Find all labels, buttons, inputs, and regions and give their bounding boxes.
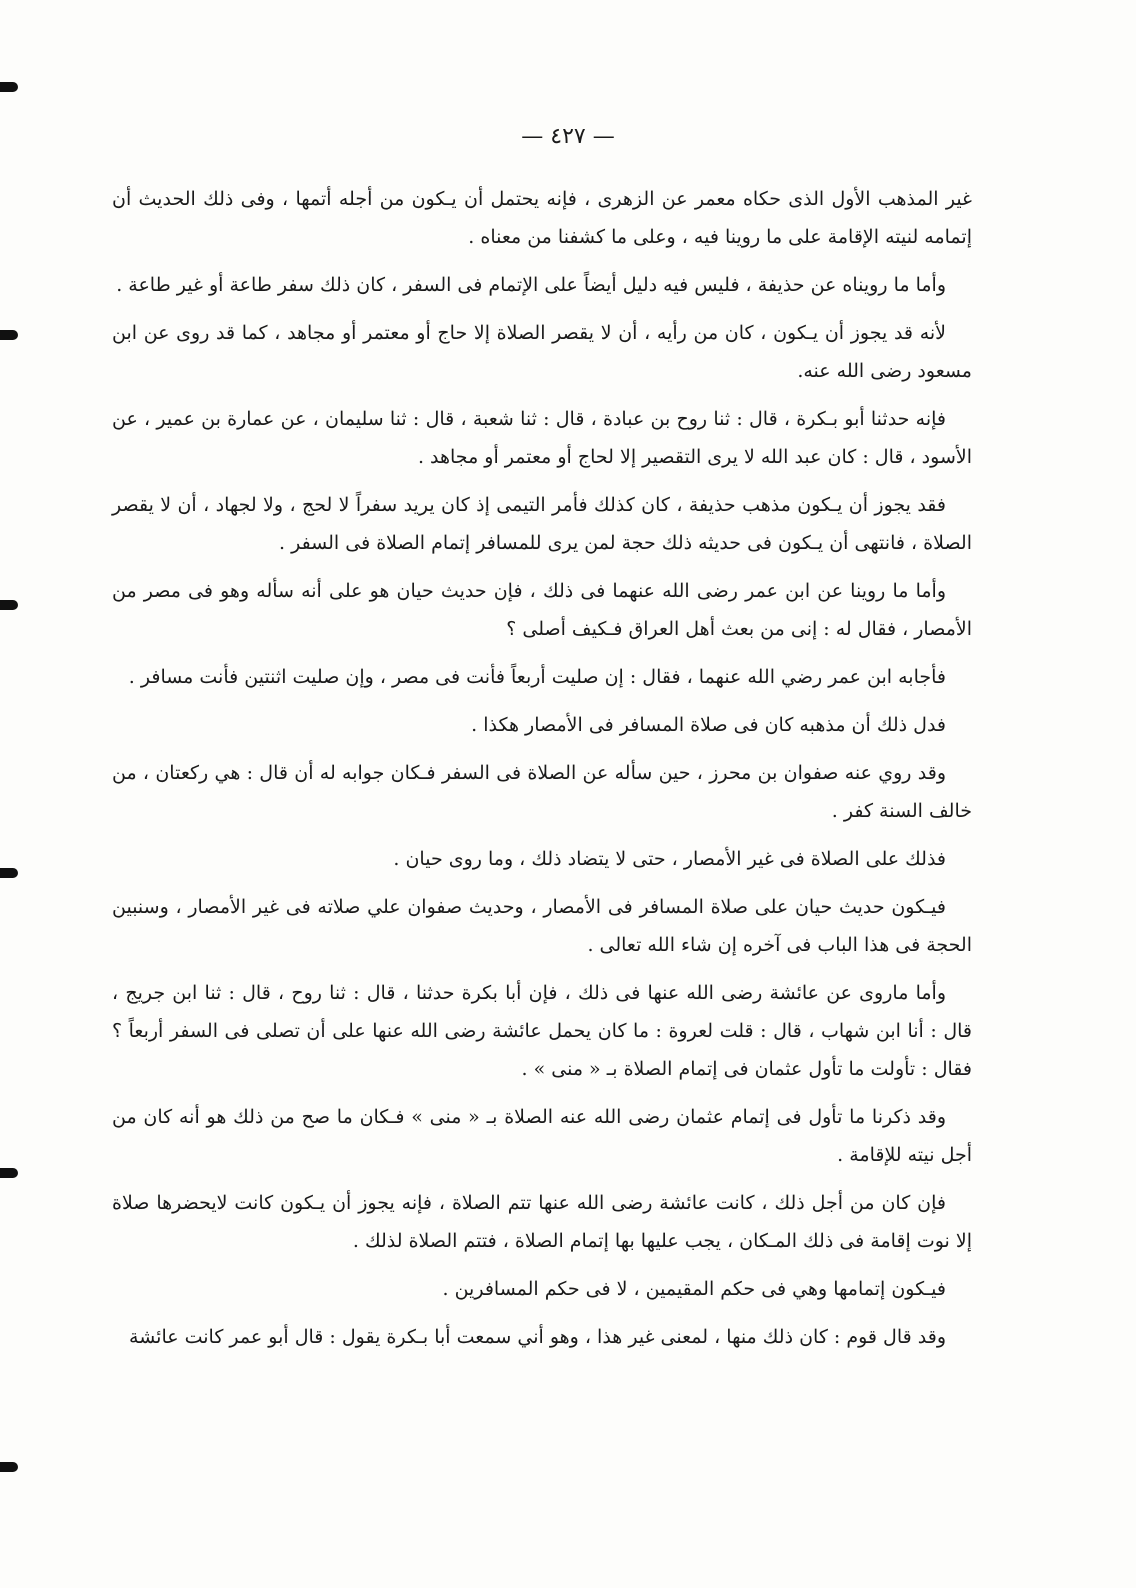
paragraph: وقد ذكرنا ما تأول فى إتمام عثمان رضى الله عنه الصلاة بـ « منى » فـكان ما صح من ذلك هو أنه كان من أجل نيته للإقامة . [112,1106,972,1166]
scan-edge-mark [0,330,18,340]
paragraph: وأما ماروى عن عائشة رضى الله عنها فى ذلك ، فإن أبا بكرة حدثنا ، قال : ثنا روح ، قال : ثنا ابن جريج ، قال : أنا ابن شهاب ، قال : قلت لعروة : ما كان يحمل عائشة رضى الله عنها على أن تصلى فى السفر أربعاً ؟ فقال : تأولت ما تأول عثمان فى إتمام الصلاة بـ « منى » . [112,982,972,1080]
scan-edge-mark [0,1168,18,1178]
paragraph: وقد روي عنه صفوان بن محرز ، حين سأله عن الصلاة فى السفر فـكان جوابه له أن قال : هي ركعتان ، من خالف السنة كفر . [112,762,972,822]
paragraph: وأما ما رويناه عن حذيفة ، فليس فيه دليل أيضاً على الإتمام فى السفر ، كان ذلك سفر طاعة أو غير طاعة . [116,274,946,296]
paragraph: فيـكون حديث حيان على صلاة المسافر فى الأمصار ، وحديث صفوان علي صلاته فى غير الأمصار ، وسنبين الحجة فى هذا الباب فى آخره إن شاء الله تعالى . [112,896,972,956]
paragraph: لأنه قد يجوز أن يـكون ، كان من رأيه ، أن لا يقصر الصلاة إلا حاج أو معتمر أو مجاهد ، كما قد روى عن ابن مسعود رضى الله عنه. [112,322,972,382]
page-number: — ٤٢٧ — [521,124,615,149]
paragraph: فذلك على الصلاة فى غير الأمصار ، حتى لا يتضاد ذلك ، وما روى حيان . [393,848,946,870]
paragraph: فقد يجوز أن يـكون مذهب حذيفة ، كان كذلك فأمر التيمى إذ كان يريد سفراً لا لحج ، ولا لجهاد ، أن لا يقصر الصلاة ، فانتهى أن يـكون فى حديثه ذلك حجة لمن يرى للمسافر إتمام الصلاة فى السفر . [112,494,972,554]
paragraph: فدل ذلك أن مذهبه كان فى صلاة المسافر فى الأمصار هكذا . [471,714,946,736]
paragraph: وقد قال قوم : كان ذلك منها ، لمعنى غير هذا ، وهو أني سمعت أبا بـكرة يقول : قال أبو عمر كانت عائشة [129,1326,946,1348]
scan-edge-mark [0,1462,18,1472]
paragraph: فإن كان من أجل ذلك ، كانت عائشة رضى الله عنها تتم الصلاة ، فإنه يجوز أن يـكون كانت لايحضرها صلاة إلا نوت إقامة فى ذلك المـكان ، يجب عليها بها إتمام الصلاة ، فتتم الصلاة لذلك . [112,1192,972,1252]
paragraph: غير المذهب الأول الذى حكاه معمر عن الزهرى ، فإنه يحتمل أن يـكون من أجله أتمها ، وفى ذلك الحديث أن إتمامه لنيته الإقامة على ما روينا فيه ، وعلى ما كشفنا من معناه . [112,188,972,248]
paragraph: فيـكون إتمامها وهي فى حكم المقيمين ، لا فى حكم المسافرين . [442,1278,946,1300]
scan-edge-mark [0,82,18,92]
scan-edge-mark [0,868,18,878]
text-body [112,180,972,1366]
paragraph: فأجابه ابن عمر رضي الله عنهما ، فقال : إن صليت أربعاً فأنت فى مصر ، وإن صليت اثنتين فأنت مسافر . [128,666,946,688]
paragraph: فإنه حدثنا أبو بـكرة ، قال : ثنا روح بن عبادة ، قال : ثنا شعبة ، قال : ثنا سليمان ، عن عمارة بن عمير ، عن الأسود ، قال : كان عبد الله لا يرى التقصير إلا لحاج أو معتمر أو مجاهد . [112,408,972,468]
scan-edge-mark [0,600,18,610]
paragraph: وأما ما روينا عن ابن عمر رضى الله عنهما فى ذلك ، فإن حديث حيان هو على أنه سأله وهو فى مصر من الأمصار ، فقال له : إنى من بعث أهل العراق فـكيف أصلى ؟ [112,580,972,640]
